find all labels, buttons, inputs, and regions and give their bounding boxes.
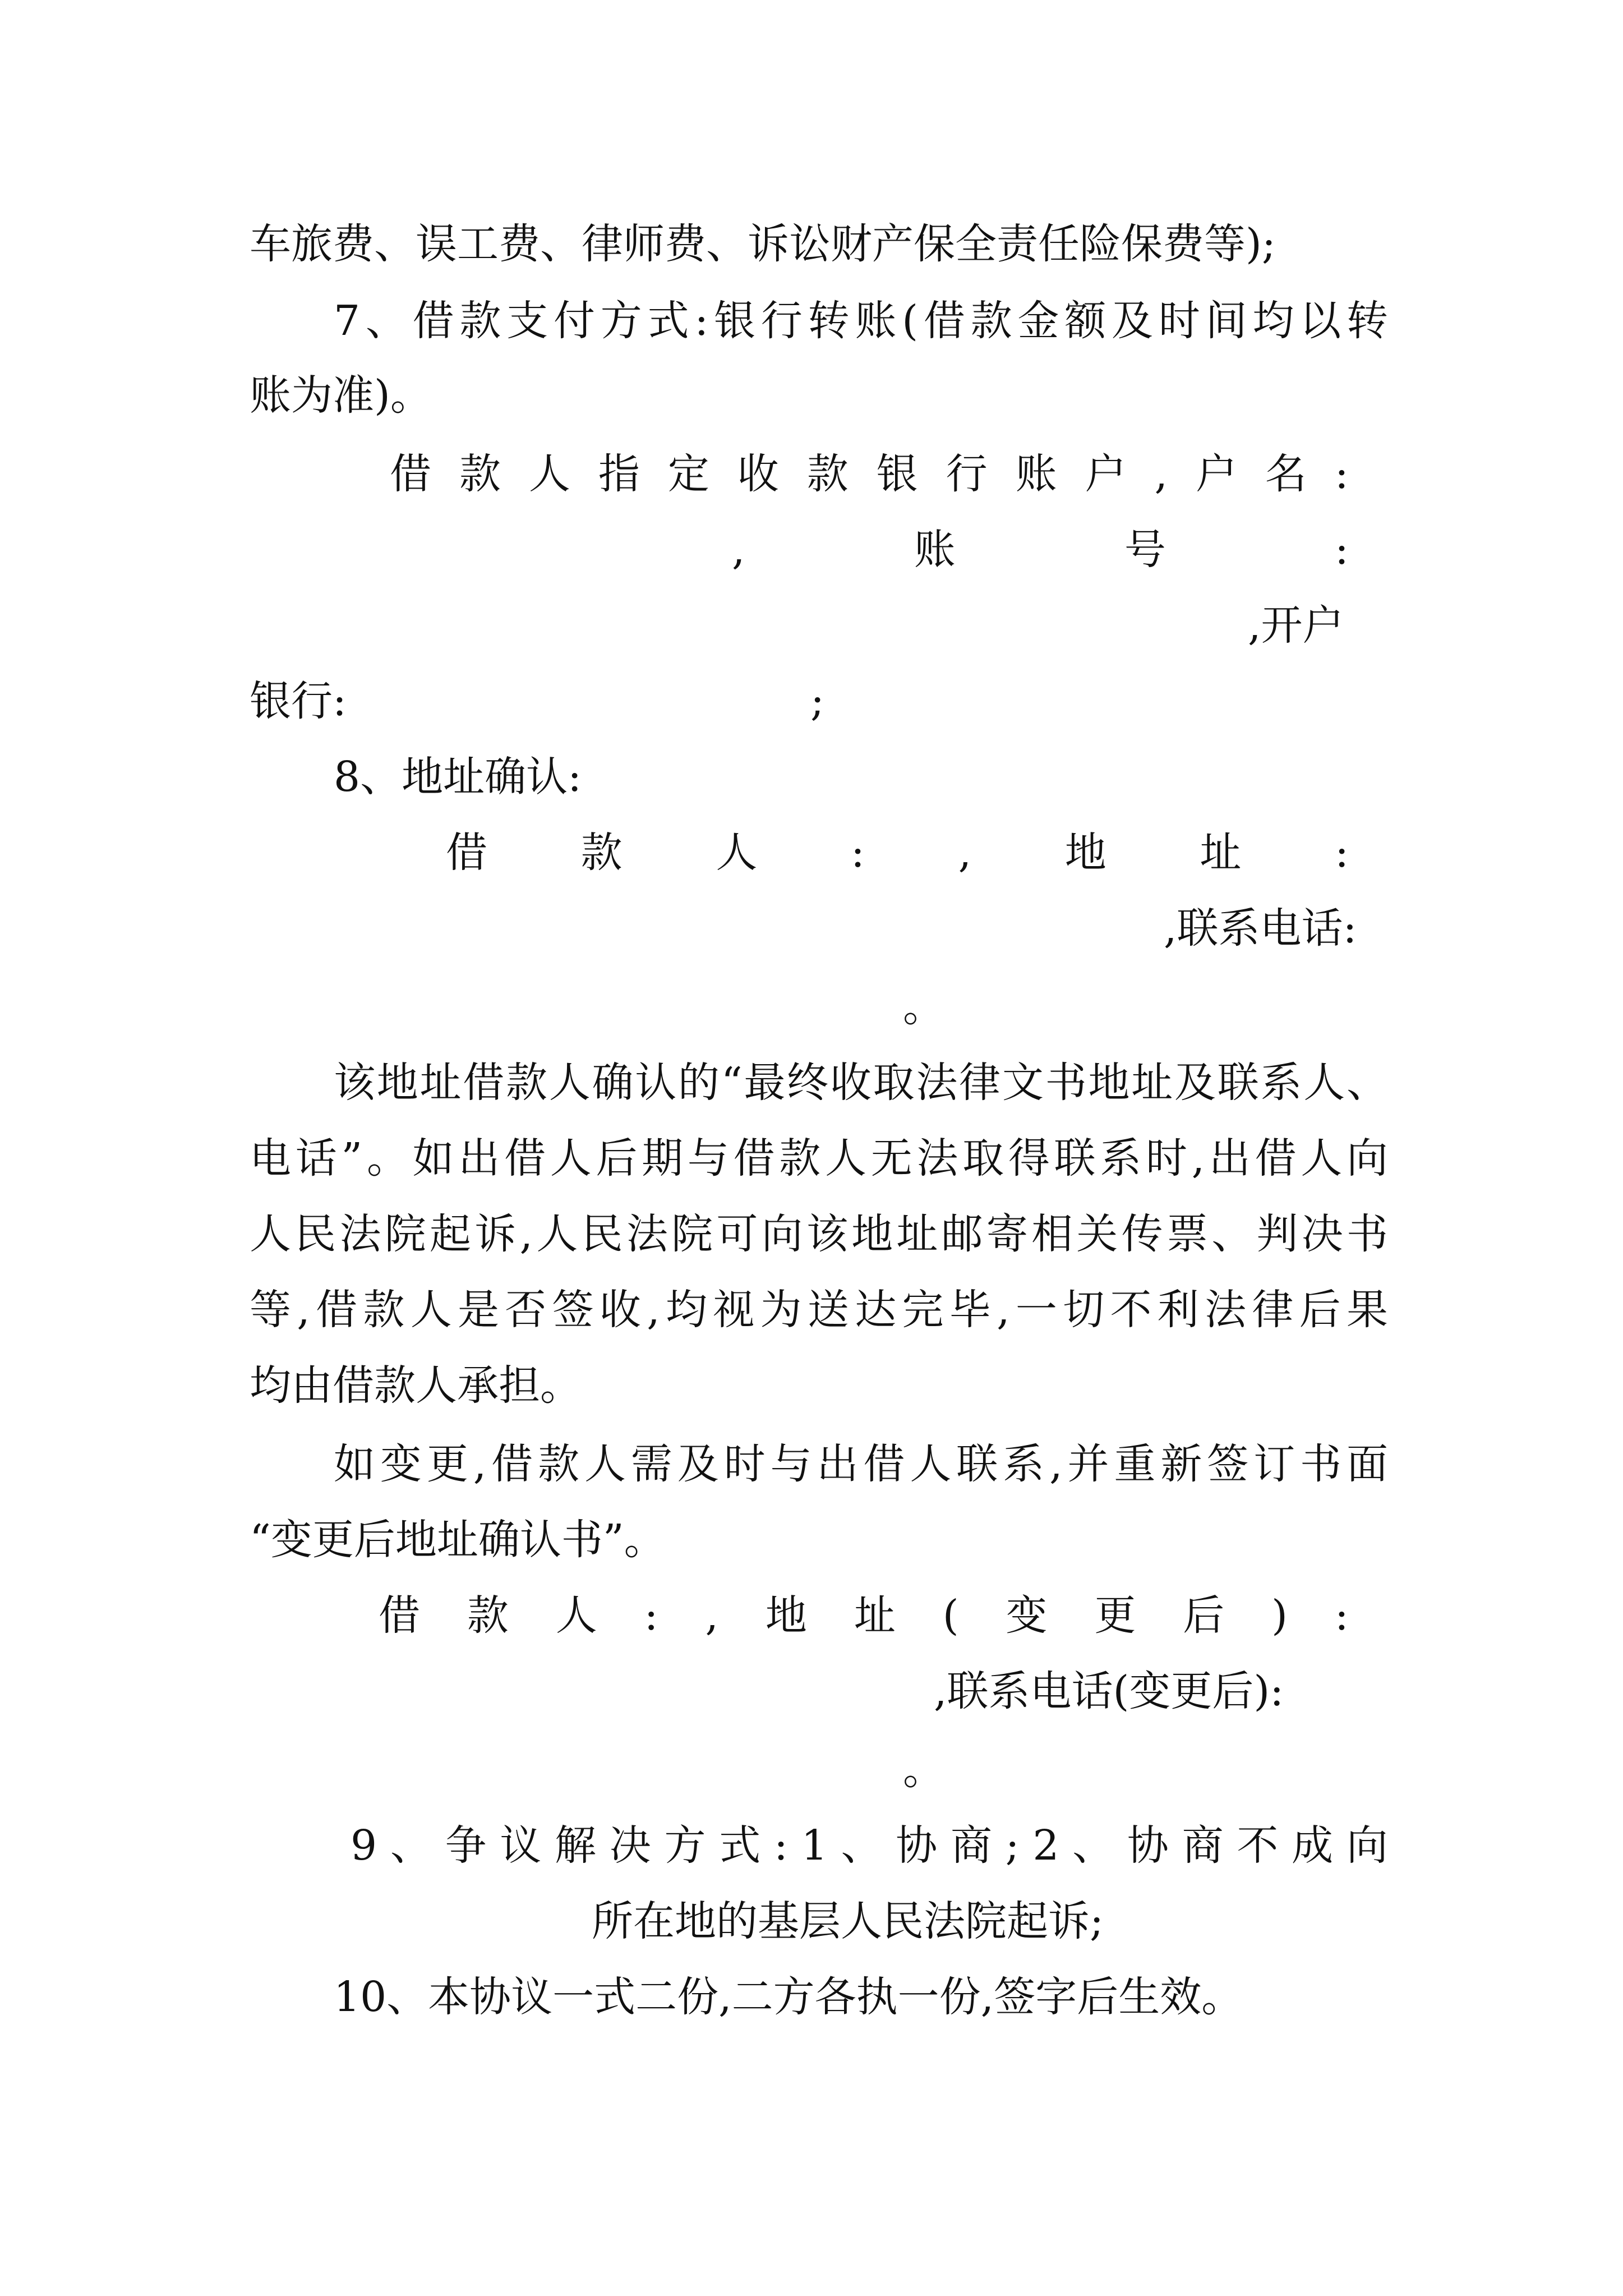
spaced-char: 户 bbox=[1195, 450, 1237, 498]
spaced-char: 款 bbox=[459, 450, 501, 498]
bank-label-line: ,开户 bbox=[1248, 601, 1344, 650]
changed-address-line bbox=[379, 1588, 1349, 1644]
spaced-char: 址 bbox=[854, 1591, 896, 1640]
text-line: “变更后地址确认书”。 bbox=[250, 1516, 666, 1564]
spaced-char: 成 bbox=[1292, 1821, 1334, 1870]
spaced-char: 人 bbox=[528, 450, 570, 498]
spaced-char: 借 bbox=[390, 450, 431, 498]
spaced-char: 款 bbox=[806, 450, 849, 498]
text-line: 人民法院起诉,人民法院可向该地址邮寄相关传票、判决书 bbox=[250, 1210, 1388, 1258]
text-line: 该地址借款人确认的“最终收取法律文书地址及联系人、 bbox=[334, 1059, 1388, 1107]
spaced-char: 、 bbox=[390, 1821, 432, 1870]
spaced-char: 行 bbox=[946, 450, 988, 498]
spaced-char: 议 bbox=[500, 1821, 542, 1870]
account-number-line bbox=[732, 522, 1349, 578]
spaced-char: 银 bbox=[876, 450, 918, 498]
spaced-char: 协 bbox=[1127, 1821, 1169, 1870]
spaced-char: , bbox=[732, 526, 745, 574]
text-line: 均由借款人承担。 bbox=[250, 1361, 582, 1410]
clause-9 bbox=[351, 1818, 1388, 1874]
spaced-char: 向 bbox=[1346, 1821, 1388, 1870]
spaced-char: 借 bbox=[379, 1591, 420, 1640]
period: 。 bbox=[903, 1746, 944, 1794]
text-line: 账为准)。 bbox=[250, 371, 432, 420]
spaced-char: 商 bbox=[950, 1821, 992, 1870]
text-line: 电话”。如出借人后期与借款人无法取得联系时,出借人向 bbox=[250, 1134, 1388, 1182]
spaced-char: 解 bbox=[555, 1821, 597, 1870]
clause-7: 7、借款支付方式:银行转账(借款金额及时间均以转 bbox=[334, 297, 1388, 345]
spaced-char: : bbox=[1334, 450, 1349, 498]
spaced-char: ) bbox=[1271, 1591, 1288, 1640]
account-name-line bbox=[390, 446, 1349, 502]
spaced-char: 决 bbox=[609, 1821, 651, 1870]
spaced-char: 商 bbox=[1182, 1821, 1224, 1870]
spaced-char: : bbox=[1334, 1591, 1349, 1640]
spaced-char: 变 bbox=[1006, 1591, 1048, 1640]
spaced-char: 9 bbox=[351, 1821, 377, 1870]
clause-10: 10、本协议一式二份,二方各执一份,签字后生效。 bbox=[334, 1973, 1243, 2021]
spaced-char: : bbox=[1335, 829, 1349, 877]
spaced-char: 后 bbox=[1183, 1591, 1225, 1640]
spaced-char: : bbox=[850, 829, 865, 877]
spaced-char: 定 bbox=[667, 450, 709, 498]
spaced-char: ; bbox=[1005, 1821, 1020, 1870]
text-line: 所在地的基层人民法院起诉; bbox=[592, 1897, 1104, 1945]
spaced-char: 争 bbox=[445, 1821, 487, 1870]
spaced-char: 地 bbox=[1064, 829, 1106, 877]
spaced-char: ( bbox=[942, 1591, 959, 1640]
spaced-char: 收 bbox=[737, 450, 779, 498]
text-line: 车旅费、误工费、律师费、诉讼财产保全责任险保费等); bbox=[250, 220, 1276, 268]
spaced-char: 款 bbox=[467, 1591, 509, 1640]
spaced-char: 借 bbox=[446, 829, 487, 877]
spaced-char: 账 bbox=[1015, 450, 1057, 498]
spaced-char: 、 bbox=[841, 1821, 883, 1870]
spaced-char: 人 bbox=[555, 1591, 597, 1640]
spaced-char: 号 bbox=[1124, 526, 1166, 574]
semicolon: ; bbox=[810, 677, 824, 725]
text-line: 如变更,借款人需及时与出借人联系,并重新签订书面 bbox=[334, 1440, 1388, 1488]
spaced-char: 名 bbox=[1265, 450, 1307, 498]
spaced-char: : bbox=[773, 1821, 788, 1870]
changed-phone-label: ,联系电话(变更后): bbox=[934, 1667, 1284, 1715]
borrower-address-line bbox=[446, 825, 1349, 881]
spaced-char: 账 bbox=[914, 526, 956, 574]
spaced-char: , bbox=[705, 1591, 719, 1640]
period: 。 bbox=[903, 983, 944, 1031]
spaced-char: 户 bbox=[1085, 450, 1127, 498]
bank-label: 银行: bbox=[250, 677, 347, 725]
spaced-char: 协 bbox=[896, 1821, 938, 1870]
text-line: 等,借款人是否签收,均视为送达完毕,一切不利法律后果 bbox=[250, 1286, 1388, 1334]
spaced-char: , bbox=[958, 829, 972, 877]
phone-label: ,联系电话: bbox=[1164, 904, 1357, 953]
spaced-char: : bbox=[644, 1591, 658, 1640]
clause-8: 8、地址确认: bbox=[334, 753, 582, 801]
spaced-char: 不 bbox=[1237, 1821, 1279, 1870]
spaced-char: 、 bbox=[1072, 1821, 1114, 1870]
spaced-char: 1 bbox=[801, 1821, 828, 1870]
spaced-char: 址 bbox=[1200, 829, 1242, 877]
spaced-char: : bbox=[1335, 526, 1349, 574]
spaced-char: 方 bbox=[664, 1821, 706, 1870]
spaced-char: 款 bbox=[580, 829, 623, 877]
spaced-char: 人 bbox=[716, 829, 758, 877]
spaced-char: 指 bbox=[598, 450, 640, 498]
spaced-char: 式 bbox=[719, 1821, 761, 1870]
spaced-char: , bbox=[1154, 450, 1168, 498]
spaced-char: 2 bbox=[1032, 1821, 1059, 1870]
spaced-char: 地 bbox=[765, 1591, 807, 1640]
spaced-char: 更 bbox=[1094, 1591, 1136, 1640]
